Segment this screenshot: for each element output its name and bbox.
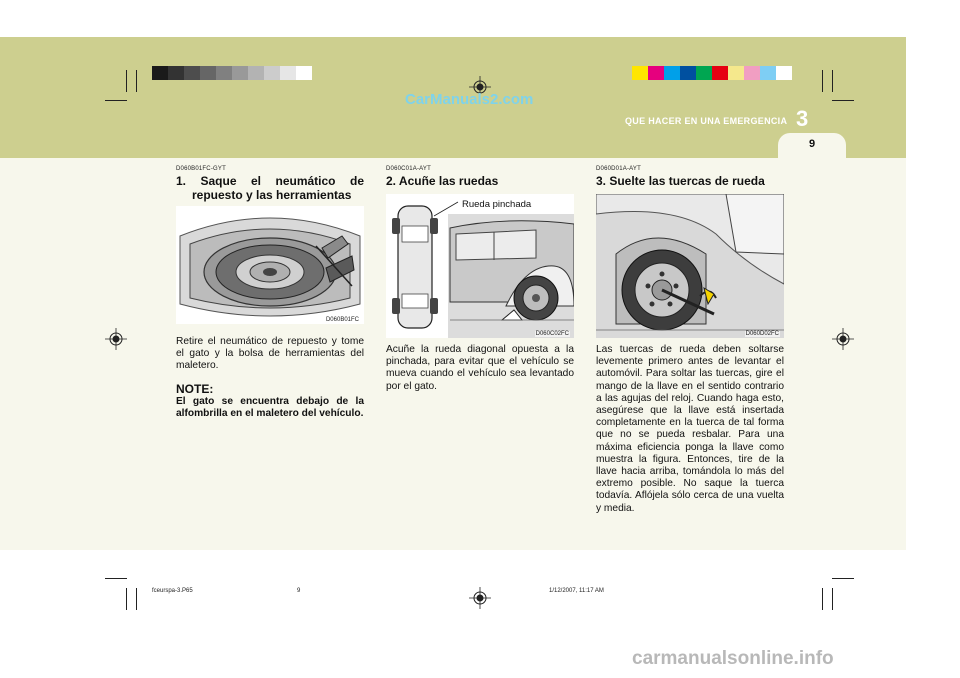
figure-label: D060D02FC — [745, 331, 779, 337]
crop-mark — [832, 70, 833, 92]
crop-mark — [822, 70, 823, 92]
section-spare-tire — [176, 166, 364, 420]
chapter-number: 3 — [796, 106, 809, 131]
color-swatch — [760, 66, 776, 80]
color-swatch — [216, 66, 232, 80]
color-swatch — [696, 66, 712, 80]
section-title: 1. Saque el neumático de repuesto y las herramientas — [176, 174, 364, 202]
section-title: 2. Acuñe las ruedas — [386, 174, 499, 188]
color-swatch — [776, 66, 792, 80]
chapter-title: QUE HACER EN UNA EMERGENCIA — [625, 116, 788, 126]
figure-trunk-spare-tire — [176, 206, 364, 324]
footer-page: 9 — [297, 588, 301, 594]
note-text: El gato se encuentra debajo de la alfombrilla en el maletero del vehículo. — [176, 395, 364, 419]
flat-tire-caption: Rueda pinchada — [462, 199, 532, 210]
crop-mark — [126, 588, 127, 610]
registration-mark-icon — [105, 328, 127, 350]
color-swatch — [168, 66, 184, 80]
page-number: 9 — [808, 138, 816, 150]
figure-loosen-lug-nuts — [596, 194, 784, 338]
crop-mark — [136, 588, 137, 610]
trunk-spare-tire-illustration — [176, 206, 364, 324]
body-text: Las tuercas de rueda deben soltarse levemente primero antes de levantar el automóvil. Para soltar las tuercas, gire el mango de la llave en el sentido contrario a las agujas del reloj. Cuando haga esto, asegúrese que la llave está insertada completamente en la tuerca de tal forma que no se pueda resbalar. Para una máxima eficiencia ponga la llave como muestra la figura. Entonces, tire de la llave hacia arriba, tomándola lo más del extremo posible. No saque la tuerca todavía. Aflójela sólo cerca de una vuelta y media. — [596, 344, 784, 514]
crop-mark — [136, 70, 137, 92]
color-swatch — [648, 66, 664, 80]
section-title: 3. Suelte las tuercas de rueda — [596, 174, 765, 188]
watermark-top[interactable]: CarManuals2.com — [405, 91, 534, 108]
crop-mark — [832, 100, 854, 101]
color-swatch — [264, 66, 280, 80]
color-calibration-bar — [632, 66, 792, 80]
crop-mark — [105, 100, 127, 101]
crop-mark — [832, 588, 833, 610]
section-code: D060D01A-AYT — [596, 166, 641, 172]
note-label: NOTE: — [176, 381, 214, 396]
color-swatch — [232, 66, 248, 80]
crop-mark — [832, 578, 854, 579]
footer-timestamp: 1/12/2007, 11:17 AM — [549, 588, 604, 594]
wheel-chock-illustration — [386, 194, 574, 338]
lug-wrench-illustration — [596, 194, 784, 338]
color-swatch — [712, 66, 728, 80]
color-swatch — [632, 66, 648, 80]
color-swatch — [248, 66, 264, 80]
section-loosen-nuts — [596, 166, 784, 515]
color-swatch — [728, 66, 744, 80]
section-code: D060C01A-AYT — [386, 166, 431, 172]
figure-wheel-chocks — [386, 194, 574, 338]
body-text: Acuñe la rueda diagonal opuesta a la pinchada, para evitar que el vehículo se mueva cuando el vehículo sea levantado por el gato. — [386, 344, 574, 392]
crop-mark — [822, 588, 823, 610]
color-swatch — [280, 66, 296, 80]
registration-mark-icon — [469, 587, 491, 609]
footer-filename: fceurspa-3.P65 — [152, 588, 193, 594]
color-swatch — [184, 66, 200, 80]
crop-mark — [105, 578, 127, 579]
color-swatch — [296, 66, 312, 80]
color-swatch — [152, 66, 168, 80]
section-chock-wheels — [386, 166, 574, 393]
color-swatch — [200, 66, 216, 80]
registration-mark-icon — [832, 328, 854, 350]
color-swatch — [664, 66, 680, 80]
crop-mark — [126, 70, 127, 92]
figure-label: D060B01FC — [325, 317, 359, 323]
gray-color-bar — [152, 66, 312, 80]
section-code: D060B01FC-GYT — [176, 166, 226, 172]
watermark-bottom[interactable]: carmanualsonline.info — [632, 648, 834, 669]
body-text: Retire el neumático de repuesto y tome el gato y la bolsa de herramientas del maletero. — [176, 336, 364, 372]
figure-label: D060C02FC — [535, 331, 569, 337]
color-swatch — [680, 66, 696, 80]
color-swatch — [744, 66, 760, 80]
